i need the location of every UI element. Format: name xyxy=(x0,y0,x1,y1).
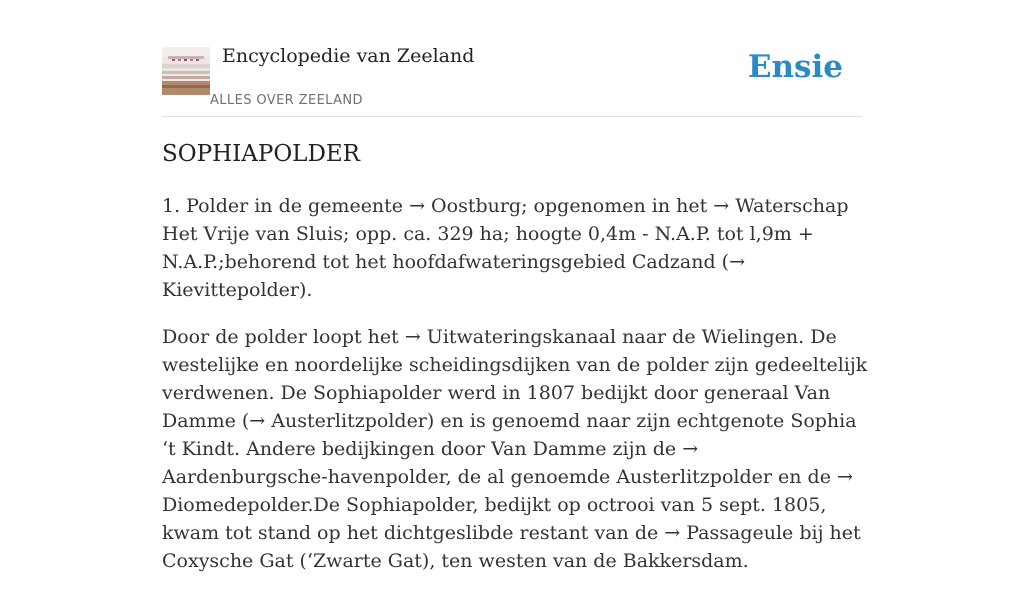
link-austerlitzpolder[interactable]: → Austerlitzpolder xyxy=(249,410,427,432)
ensie-logo[interactable]: Ensie xyxy=(747,49,843,85)
text-segment: 1. Polder in de gemeente xyxy=(162,195,410,217)
text-segment: ; opgenomen in het xyxy=(521,195,714,217)
avatar-image xyxy=(162,47,210,95)
link-diomedepolder[interactable]: → Diomedepolder xyxy=(162,466,853,516)
text-segment: (‘Zwarte Gat), ten westen van de Bakkersdam. xyxy=(293,550,749,572)
paragraph-1 xyxy=(162,192,868,304)
text-segment: Door de polder loopt het xyxy=(162,326,405,348)
article-body xyxy=(162,192,868,594)
link-waterschap-het-vrije-van-sluis[interactable]: → Waterschap Het Vrije van Sluis xyxy=(162,195,849,245)
text-segment: ). xyxy=(299,279,313,301)
article-title: SOPHIAPOLDER xyxy=(162,141,360,167)
link-oostburg[interactable]: → Oostburg xyxy=(409,195,522,217)
page-container xyxy=(162,0,868,572)
book-avatar-icon[interactable] xyxy=(162,47,210,95)
text-segment: .De Sophiapolder, bedijkt op octrooi van 5 sept. 1805, kwam tot stand op het dichtgeslibde restant van de xyxy=(162,494,827,544)
text-segment: ) en is genoemd naar zijn echtgenote Sophia ‘t Kindt. Andere bedijkingen door Van Damme zijn de xyxy=(162,410,857,460)
text-segment: . De westelijke en noordelijke scheidingsdijken van de polder zijn gedeeltelijk verdwenen. De Sophiapolder werd in 1807 bedijkt door generaal Van Damme ( xyxy=(162,326,868,432)
paragraph-2 xyxy=(162,323,868,575)
site-subtitle: ALLES OVER ZEELAND xyxy=(210,93,363,108)
site-header xyxy=(162,0,862,117)
link-aardenburgsche-havenpolder[interactable]: → Aardenburgsche-havenpolder xyxy=(162,438,699,488)
text-segment: , de al genoemde Austerlitzpolder en de xyxy=(445,466,837,488)
link-kievittepolder[interactable]: → Kievittepolder xyxy=(162,251,746,301)
site-title[interactable]: Encyclopedie van Zeeland xyxy=(222,45,475,67)
text-segment: ; opp. ca. 329 ha; hoogte 0,4m - N.A.P. tot l,9m + N.A.P.;behorend tot het hoofdafwateringsgebied Cadzand ( xyxy=(162,223,814,273)
link-passageule[interactable]: → Passageule bij het Coxysche Gat xyxy=(162,522,861,572)
link-uitwateringskanaal[interactable]: → Uitwateringskanaal naar de Wielingen xyxy=(404,326,799,348)
